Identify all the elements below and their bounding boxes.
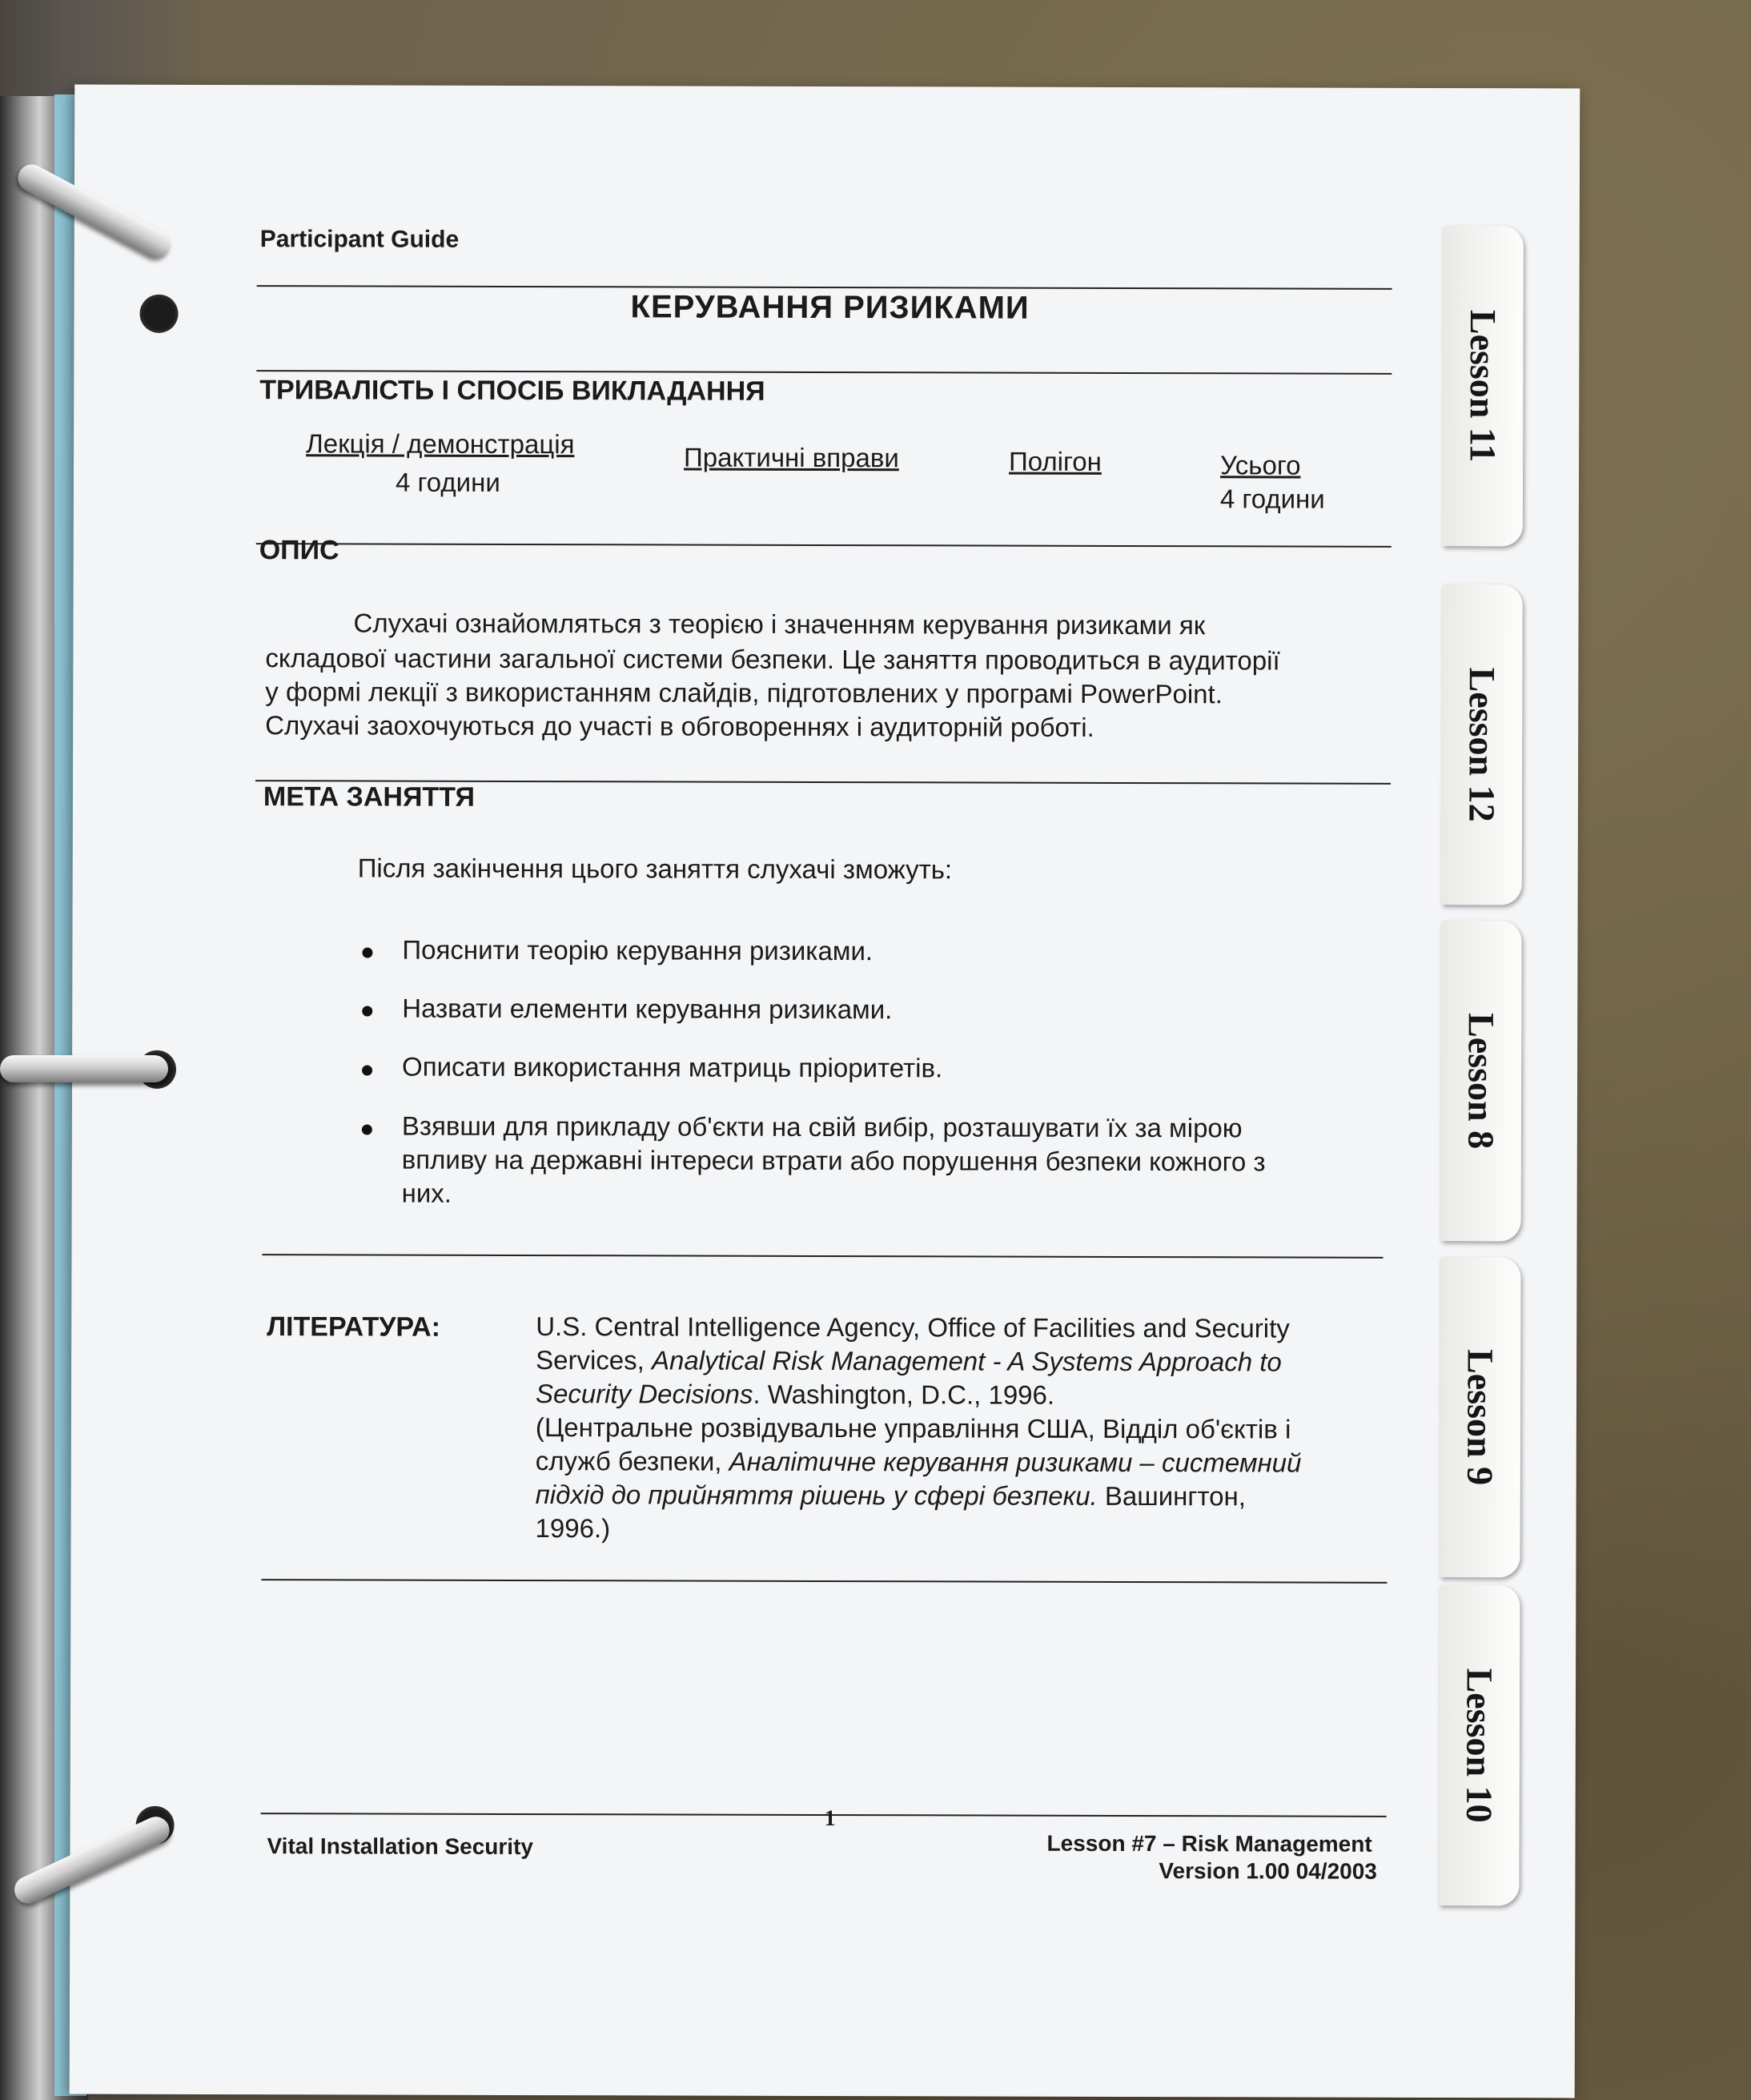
footer-course-title: Vital Installation Security <box>267 1833 534 1860</box>
page-title: КЕРУВАННЯ РИЗИКАМИ <box>630 289 1030 326</box>
binder-ring <box>0 1055 168 1082</box>
literature-line-5: служб безпеки, Аналітичне керування ризиками – системний <box>535 1446 1302 1478</box>
duration-heading: ТРИВАЛІСТЬ І СПОСІБ ВИКЛАДАННЯ <box>259 375 765 407</box>
description-line-2: складової частини загальної системи безпеки. Це заняття проводиться в аудиторії <box>265 643 1280 676</box>
tab-lesson-10[interactable]: Lesson 10 <box>1439 1585 1520 1905</box>
duration-rule <box>256 543 1392 548</box>
page-number: 1 <box>824 1806 836 1832</box>
description-line-4: Слухачі заохочуються до участі в обговореннях і аудиторній роботі. <box>265 710 1094 742</box>
tab-lesson-11[interactable]: Lesson 11 <box>1443 226 1524 546</box>
title-rule <box>256 370 1392 375</box>
duration-col-lecture-value: 4 години <box>395 467 500 497</box>
description-heading: ОПИС <box>259 535 339 566</box>
duration-col-total-value: 4 години <box>1219 484 1325 514</box>
description-line-1: Слухачі ознайомляться з теорією і значенням керування ризиками як <box>353 608 1206 640</box>
duration-col-total-label: Усього <box>1220 450 1301 480</box>
literature-line-2: Services, Analytical Risk Management - A Systems Approach to <box>536 1345 1282 1377</box>
objectives-rule <box>262 1254 1383 1259</box>
literature-line-7: 1996.) <box>535 1513 611 1544</box>
literature-line-4: (Центральне розвідувальне управління США, Відділ об'єктів і <box>535 1412 1291 1444</box>
footer-version: Version 1.00 04/2003 <box>1159 1858 1377 1884</box>
bullet-dot <box>362 1124 372 1134</box>
document-page <box>70 85 1580 2098</box>
objective-item-1: Пояснити теорію керування ризиками. <box>402 934 873 966</box>
literature-line-1: U.S. Central Intelligence Agency, Office of Facilities and Security <box>536 1311 1290 1343</box>
literature-rule <box>261 1579 1387 1584</box>
objective-item-4-line-2: впливу на державні інтереси втрати або порушення безпеки кожного з <box>401 1144 1266 1177</box>
tab-lesson-8[interactable]: Lesson 8 <box>1441 921 1522 1241</box>
footer-rule <box>261 1813 1387 1817</box>
description-line-3: у формі лекції з використанням слайдів, підготовлених у програмі PowerPoint. <box>265 677 1223 709</box>
duration-col-range-label: Полігон <box>1009 446 1102 476</box>
bullet-dot <box>362 1065 372 1075</box>
footer-lesson-title: Lesson #7 – Risk Management <box>1046 1830 1372 1857</box>
tab-lesson-9[interactable]: Lesson 9 <box>1440 1257 1520 1577</box>
literature-line-3: Security Decisions. Washington, D.C., 1996. <box>535 1379 1055 1410</box>
objectives-intro: Після закінчення цього заняття слухачі зможуть: <box>357 853 953 885</box>
punch-hole <box>139 295 178 333</box>
literature-line-6: підхід до прийняття рішень у сфері безпеки. Вашингтон, <box>535 1480 1247 1512</box>
objectives-heading: МЕТА ЗАНЯТТЯ <box>263 781 476 813</box>
tab-lesson-12[interactable]: Lesson 12 <box>1442 584 1523 905</box>
objective-item-2: Назвати елементи керування ризиками. <box>402 993 893 1025</box>
objective-item-4-line-1: Взявши для прикладу об'єкти на свій вибір, розташувати їх за мірою <box>401 1110 1243 1143</box>
objective-item-3: Описати використання матриць пріоритетів. <box>402 1051 943 1083</box>
duration-col-lecture-label: Лекція / демонстрація <box>306 428 575 460</box>
objective-item-4-line-3: них. <box>401 1178 452 1208</box>
literature-heading: ЛІТЕРАТУРА: <box>267 1311 441 1343</box>
bullet-dot <box>362 1006 372 1016</box>
header-rule <box>257 285 1392 290</box>
bullet-dot <box>362 947 372 958</box>
duration-col-practice-label: Практичні вправи <box>684 442 899 473</box>
participant-guide-label: Participant Guide <box>259 226 460 253</box>
